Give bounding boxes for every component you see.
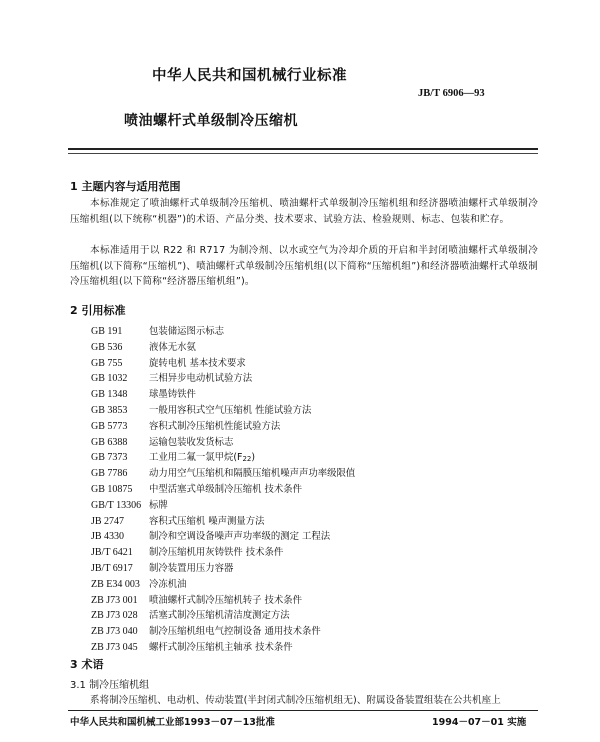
reference-item (91, 514, 355, 530)
reference-code: JB/T 6421 (91, 547, 133, 559)
reference-title: 活塞式制冷压缩机清洁度测定方法 (149, 610, 290, 622)
reference-title: 工业用二氟一氯甲烷(F (149, 452, 243, 464)
footer-issuer: 中华人民共和国机械工业部1993－07－13批准 (70, 717, 275, 728)
footer-rule (68, 710, 538, 711)
reference-item (91, 545, 355, 561)
reference-item (91, 498, 355, 514)
reference-title: 螺杆式制冷压缩机主轴承 技术条件 (149, 641, 293, 653)
reference-code: GB 10875 (91, 483, 133, 495)
reference-item (91, 324, 355, 340)
reference-title: 运输包装收发货标志 (149, 436, 234, 448)
reference-item (91, 450, 355, 466)
reference-item (91, 561, 355, 577)
reference-title: 一般用容积式空气压缩机 性能试验方法 (149, 404, 312, 416)
reference-list (91, 324, 355, 656)
document-title: 喷油螺杆式单级制冷压缩机 (124, 113, 298, 129)
reference-title: 三相异步电动机试验方法 (149, 373, 253, 385)
reference-code: GB 755 (91, 357, 123, 369)
section-3-heading: 3 术语 (70, 658, 104, 671)
reference-code: ZB E34 003 (91, 578, 140, 590)
reference-item (91, 419, 355, 435)
reference-subscript: 22 (242, 455, 252, 464)
reference-item (91, 403, 355, 419)
reference-item (91, 340, 355, 356)
reference-title: 制冷和空调设备噪声声功率级的测定 工程法 (149, 531, 331, 543)
reference-item (91, 624, 355, 640)
reference-title: 中型活塞式单级制冷压缩机 技术条件 (149, 483, 302, 495)
reference-code: GB 191 (91, 326, 123, 337)
reference-item (91, 356, 355, 372)
reference-code: GB 1348 (91, 389, 128, 401)
reference-title: 容积式制冷压缩机性能试验方法 (149, 420, 281, 432)
reference-title-tail: ) (251, 452, 256, 464)
header-rule-thin (68, 153, 538, 154)
reference-item (91, 593, 355, 609)
reference-code: ZB J73 001 (91, 594, 138, 606)
reference-code: GB 536 (91, 341, 123, 353)
reference-title: 旋转电机 基本技术要求 (149, 357, 246, 369)
reference-code: ZB J73 028 (91, 610, 138, 622)
standard-name: 中华人民共和国机械行业标准 (152, 68, 347, 84)
reference-title: 制冷装置用压力容器 (149, 562, 234, 574)
reference-code: GB 6388 (91, 436, 128, 448)
reference-item (91, 371, 355, 387)
reference-item (91, 608, 355, 624)
reference-title: 标牌 (149, 499, 168, 511)
reference-code: GB 1032 (91, 373, 128, 385)
section-3-1-text: 系将制冷压缩机、电动机、传动装置(半封闭式制冷压缩机组无)、附属设备装置组装在公共机座上 (90, 695, 501, 706)
reference-title: 喷油螺杆式制冷压缩机转子 技术条件 (149, 594, 302, 606)
reference-title: 制冷压缩机组电气控制设备 通用技术条件 (149, 626, 321, 638)
reference-code: GB/T 13306 (91, 499, 142, 511)
reference-code: GB 7786 (91, 468, 128, 480)
reference-item (91, 640, 355, 656)
reference-code: JB/T 6917 (91, 562, 133, 574)
reference-title: 动力用空气压缩机和隔膜压缩机噪声声功率级限值 (149, 468, 356, 480)
section-2-heading: 2 引用标准 (70, 304, 126, 317)
reference-code: JB 4330 (91, 531, 125, 543)
reference-item (91, 577, 355, 593)
reference-item (91, 435, 355, 451)
reference-item (91, 466, 355, 482)
standard-code: JB/T 6906—93 (418, 88, 485, 99)
section-3-1-heading: 3.1 制冷压缩机组 (70, 680, 150, 691)
reference-item (91, 529, 355, 545)
reference-item (91, 482, 355, 498)
footer-effective-date: 1994－07－01 实施 (432, 717, 527, 728)
reference-code: ZB J73 045 (91, 641, 138, 653)
reference-code: GB 5773 (91, 420, 128, 432)
reference-title: 制冷压缩机用灰铸铁件 技术条件 (149, 547, 284, 559)
reference-title: 冷冻机油 (149, 578, 187, 590)
section-1-heading: 1 主题内容与适用范围 (70, 180, 181, 193)
section-1-paragraph-2: 本标准适用于以 R22 和 R717 为制冷剂、以水或空气为冷却介质的开启和半封闭喷油螺杆式单级制冷压缩机(以下简称“压缩机”)、喷油螺杆式单级制冷压缩机组(以下简称“压缩机组”)和经济器喷油螺杆式单级制冷压缩机组(以下简称“经济器压缩机组”)。 (70, 245, 538, 288)
reference-code: GB 7373 (91, 452, 128, 464)
reference-title: 包装储运图示标志 (149, 326, 225, 337)
reference-code: GB 3853 (91, 404, 128, 416)
reference-title: 容积式压缩机 噪声测量方法 (149, 515, 265, 527)
reference-code: ZB J73 040 (91, 626, 138, 638)
reference-item (91, 387, 355, 403)
reference-title: 球墨铸铁件 (149, 389, 196, 401)
section-1-paragraph-1: 本标准规定了喷油螺杆式单级制冷压缩机、喷油螺杆式单级制冷压缩机组和经济器喷油螺杆式单级制冷压缩机组(以下统称“机器”)的术语、产品分类、技术要求、试验方法、检验规则、标志、包装和贮存。 (70, 198, 538, 225)
header-rule-thick (68, 148, 538, 150)
reference-code: JB 2747 (91, 515, 125, 527)
reference-title: 液体无水氨 (149, 341, 196, 353)
